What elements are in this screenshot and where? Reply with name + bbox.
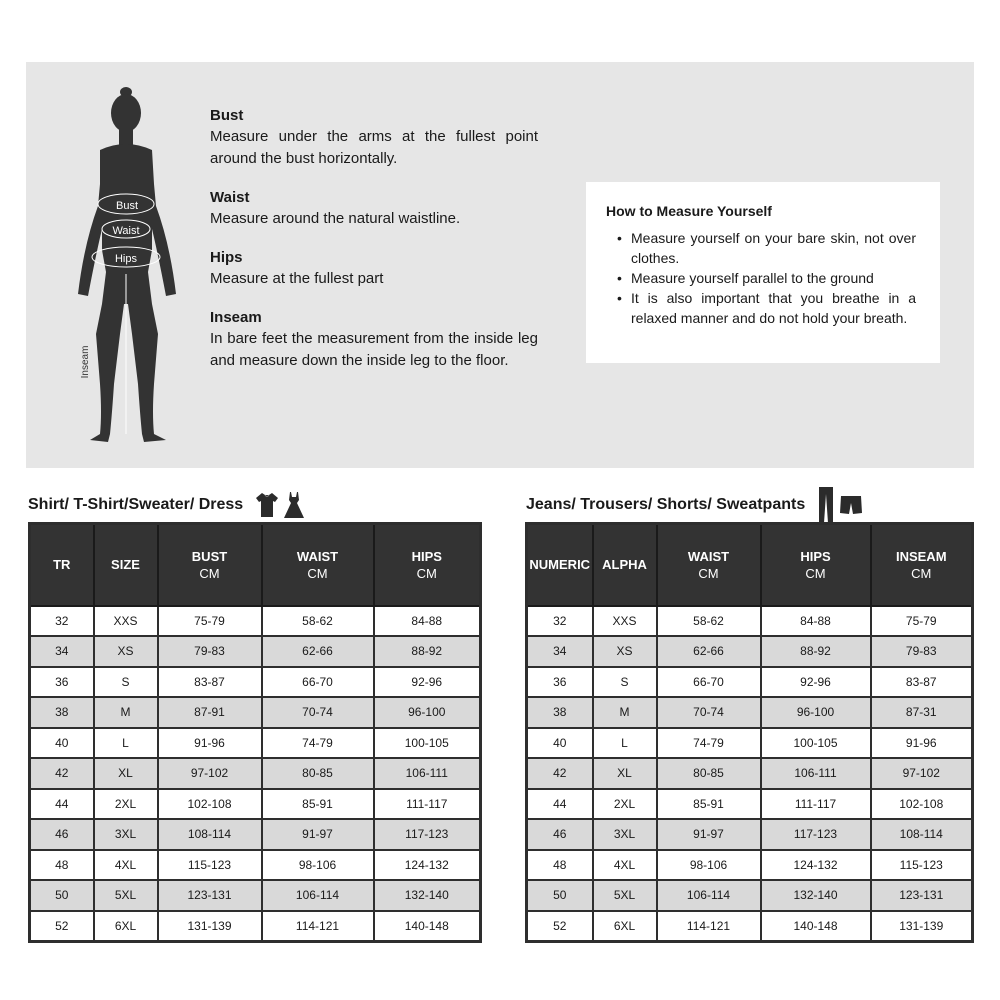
table-row <box>527 880 973 911</box>
table-cell: 124-132 <box>761 850 871 881</box>
table-cell: 83-87 <box>158 667 262 698</box>
table-cell: 46 <box>30 819 94 850</box>
table-row <box>30 911 481 942</box>
column-header: HIPS CM <box>761 524 871 606</box>
table-cell: 40 <box>30 728 94 759</box>
table-cell: 46 <box>527 819 593 850</box>
tip-item: • Measure yourself on your bare skin, not over clothes. <box>606 228 916 268</box>
table-cell: 87-91 <box>158 697 262 728</box>
table-cell: 80-85 <box>262 758 374 789</box>
table-cell: 85-91 <box>657 789 761 820</box>
tops-title-text: Shirt/ T-Shirt/Sweater/ Dress <box>28 496 244 513</box>
table-cell: L <box>94 728 158 759</box>
table-cell: 83-87 <box>871 667 973 698</box>
definition-term: Waist <box>210 189 250 206</box>
definition-text: In bare feet the measurement from the inside leg and measure down the inside leg to the floor. <box>210 330 538 369</box>
table-row <box>30 850 481 881</box>
table-row <box>30 728 481 759</box>
table-row <box>527 819 973 850</box>
tops-icons <box>255 491 305 519</box>
table-cell: 79-83 <box>871 636 973 667</box>
table-cell: 38 <box>527 697 593 728</box>
table-cell: 85-91 <box>262 789 374 820</box>
table-cell: 38 <box>30 697 94 728</box>
table-cell: 84-88 <box>761 606 871 637</box>
table-cell: S <box>94 667 158 698</box>
table-cell: 58-62 <box>657 606 761 637</box>
table-cell: 66-70 <box>262 667 374 698</box>
bottoms-icons <box>817 486 863 524</box>
definition-text: Measure around the natural waistline. <box>210 210 461 227</box>
table-cell: 96-100 <box>761 697 871 728</box>
table-cell: 44 <box>30 789 94 820</box>
table-cell: 32 <box>30 606 94 637</box>
table-row <box>30 789 481 820</box>
table-cell: 92-96 <box>761 667 871 698</box>
table-cell: 34 <box>527 636 593 667</box>
table-header-row <box>527 524 973 606</box>
column-header: ALPHA <box>593 524 657 606</box>
table-cell: 140-148 <box>374 911 481 942</box>
table-cell: 74-79 <box>657 728 761 759</box>
table-cell: 5XL <box>593 880 657 911</box>
definition-hips <box>210 248 538 290</box>
table-cell: 5XL <box>94 880 158 911</box>
table-cell: 88-92 <box>374 636 481 667</box>
column-header: HIPS CM <box>374 524 481 606</box>
table-cell: 91-96 <box>871 728 973 759</box>
table-cell: 62-66 <box>657 636 761 667</box>
table-cell: 75-79 <box>158 606 262 637</box>
column-header: BUST CM <box>158 524 262 606</box>
table-cell: 62-66 <box>262 636 374 667</box>
tip-item: • Measure yourself parallel to the ground <box>606 268 916 288</box>
body-silhouette-icon <box>70 84 190 449</box>
table-row <box>30 697 481 728</box>
trousers-icon <box>817 486 835 524</box>
table-cell: 6XL <box>593 911 657 942</box>
table-cell: 74-79 <box>262 728 374 759</box>
figure-label-inseam: Inseam <box>80 345 91 379</box>
table-cell: 102-108 <box>158 789 262 820</box>
table-row <box>527 606 973 637</box>
table-row <box>527 758 973 789</box>
how-to-measure-box <box>586 182 940 363</box>
definition-waist <box>210 188 538 230</box>
table-cell: 106-114 <box>657 880 761 911</box>
table-header-row <box>30 524 481 606</box>
column-header: TR <box>30 524 94 606</box>
figure-label-bust: Bust <box>115 200 139 212</box>
table-cell: 91-96 <box>158 728 262 759</box>
table-cell: 114-121 <box>657 911 761 942</box>
table-cell: 117-123 <box>761 819 871 850</box>
table-row <box>527 667 973 698</box>
table-cell: 32 <box>527 606 593 637</box>
table-cell: 6XL <box>94 911 158 942</box>
bottoms-section-title <box>526 492 863 518</box>
table-cell: M <box>94 697 158 728</box>
figure-label-waist: Waist <box>112 225 140 237</box>
body-figure-illustration <box>70 84 190 449</box>
table-cell: 36 <box>30 667 94 698</box>
tip-item: • It is also important that you breathe in a relaxed manner and do not hold your breath. <box>606 288 916 328</box>
table-cell: XL <box>593 758 657 789</box>
table-cell: 92-96 <box>374 667 481 698</box>
table-cell: 42 <box>30 758 94 789</box>
table-cell: 52 <box>30 911 94 942</box>
table-cell: 40 <box>527 728 593 759</box>
table-cell: XS <box>593 636 657 667</box>
table-cell: 88-92 <box>761 636 871 667</box>
tips-title: How to Measure Yourself <box>606 203 772 219</box>
table-cell: XL <box>94 758 158 789</box>
table-row <box>30 819 481 850</box>
tops-section-title <box>28 492 305 518</box>
shorts-icon <box>839 495 863 515</box>
table-cell: 123-131 <box>871 880 973 911</box>
table-cell: 91-97 <box>657 819 761 850</box>
definition-text: Measure under the arms at the fullest point around the bust horizontally. <box>210 128 538 167</box>
table-cell: 3XL <box>593 819 657 850</box>
table-row <box>30 667 481 698</box>
table-cell: 48 <box>30 850 94 881</box>
table-cell: 70-74 <box>262 697 374 728</box>
dress-icon <box>283 491 305 519</box>
table-cell: 131-139 <box>158 911 262 942</box>
table-cell: 66-70 <box>657 667 761 698</box>
table-cell: 75-79 <box>871 606 973 637</box>
table-cell: 96-100 <box>374 697 481 728</box>
definition-bust <box>210 106 538 170</box>
definition-term: Bust <box>210 107 244 124</box>
table-cell: 111-117 <box>374 789 481 820</box>
table-cell: 106-111 <box>761 758 871 789</box>
bottoms-size-table <box>525 522 974 943</box>
table-cell: L <box>593 728 657 759</box>
table-cell: 140-148 <box>761 911 871 942</box>
table-cell: 131-139 <box>871 911 973 942</box>
table-cell: 50 <box>30 880 94 911</box>
table-row <box>30 636 481 667</box>
table-cell: 70-74 <box>657 697 761 728</box>
table-cell: 48 <box>527 850 593 881</box>
figure-label-hips: Hips <box>114 253 138 265</box>
table-cell: 97-102 <box>871 758 973 789</box>
definition-term: Inseam <box>210 309 262 326</box>
table-cell: 98-106 <box>262 850 374 881</box>
table-cell: M <box>593 697 657 728</box>
table-row <box>30 606 481 637</box>
table-row <box>527 789 973 820</box>
table-cell: 97-102 <box>158 758 262 789</box>
table-cell: 84-88 <box>374 606 481 637</box>
table-cell: 34 <box>30 636 94 667</box>
tshirt-icon <box>255 492 279 518</box>
table-cell: 132-140 <box>374 880 481 911</box>
table-cell: 106-114 <box>262 880 374 911</box>
table-cell: 115-123 <box>871 850 973 881</box>
measurement-guide-panel <box>26 62 974 468</box>
table-row <box>527 697 973 728</box>
table-cell: 117-123 <box>374 819 481 850</box>
table-cell: 4XL <box>593 850 657 881</box>
column-header: INSEAM CM <box>871 524 973 606</box>
definition-text: Measure at the fullest part <box>210 270 384 287</box>
table-cell: 2XL <box>94 789 158 820</box>
table-cell: 91-97 <box>262 819 374 850</box>
table-cell: 132-140 <box>761 880 871 911</box>
table-cell: XS <box>94 636 158 667</box>
table-cell: 123-131 <box>158 880 262 911</box>
table-cell: 80-85 <box>657 758 761 789</box>
table-cell: 111-117 <box>761 789 871 820</box>
table-row <box>527 850 973 881</box>
table-row <box>527 911 973 942</box>
table-cell: 52 <box>527 911 593 942</box>
table-cell: 36 <box>527 667 593 698</box>
table-cell: 124-132 <box>374 850 481 881</box>
table-cell: 87-31 <box>871 697 973 728</box>
table-row <box>30 880 481 911</box>
table-cell: 50 <box>527 880 593 911</box>
table-cell: 44 <box>527 789 593 820</box>
measurement-definitions <box>210 106 538 390</box>
bottoms-title-text: Jeans/ Trousers/ Shorts/ Sweatpants <box>526 496 806 513</box>
column-header: SIZE <box>94 524 158 606</box>
definition-inseam <box>210 308 538 372</box>
table-cell: S <box>593 667 657 698</box>
table-cell: 108-114 <box>871 819 973 850</box>
table-cell: 114-121 <box>262 911 374 942</box>
table-cell: 42 <box>527 758 593 789</box>
table-row <box>527 728 973 759</box>
tips-list <box>606 228 916 328</box>
table-cell: 98-106 <box>657 850 761 881</box>
table-cell: 2XL <box>593 789 657 820</box>
column-header: NUMERIC <box>527 524 593 606</box>
table-cell: XXS <box>593 606 657 637</box>
table-row <box>30 758 481 789</box>
table-cell: 100-105 <box>374 728 481 759</box>
definition-term: Hips <box>210 249 243 266</box>
table-cell: 102-108 <box>871 789 973 820</box>
table-cell: 79-83 <box>158 636 262 667</box>
table-cell: 3XL <box>94 819 158 850</box>
table-cell: 58-62 <box>262 606 374 637</box>
table-cell: 100-105 <box>761 728 871 759</box>
table-row <box>527 636 973 667</box>
table-cell: 108-114 <box>158 819 262 850</box>
table-cell: XXS <box>94 606 158 637</box>
tops-size-table <box>28 522 482 943</box>
table-cell: 115-123 <box>158 850 262 881</box>
column-header: WAIST CM <box>657 524 761 606</box>
table-cell: 4XL <box>94 850 158 881</box>
table-cell: 106-111 <box>374 758 481 789</box>
column-header: WAIST CM <box>262 524 374 606</box>
